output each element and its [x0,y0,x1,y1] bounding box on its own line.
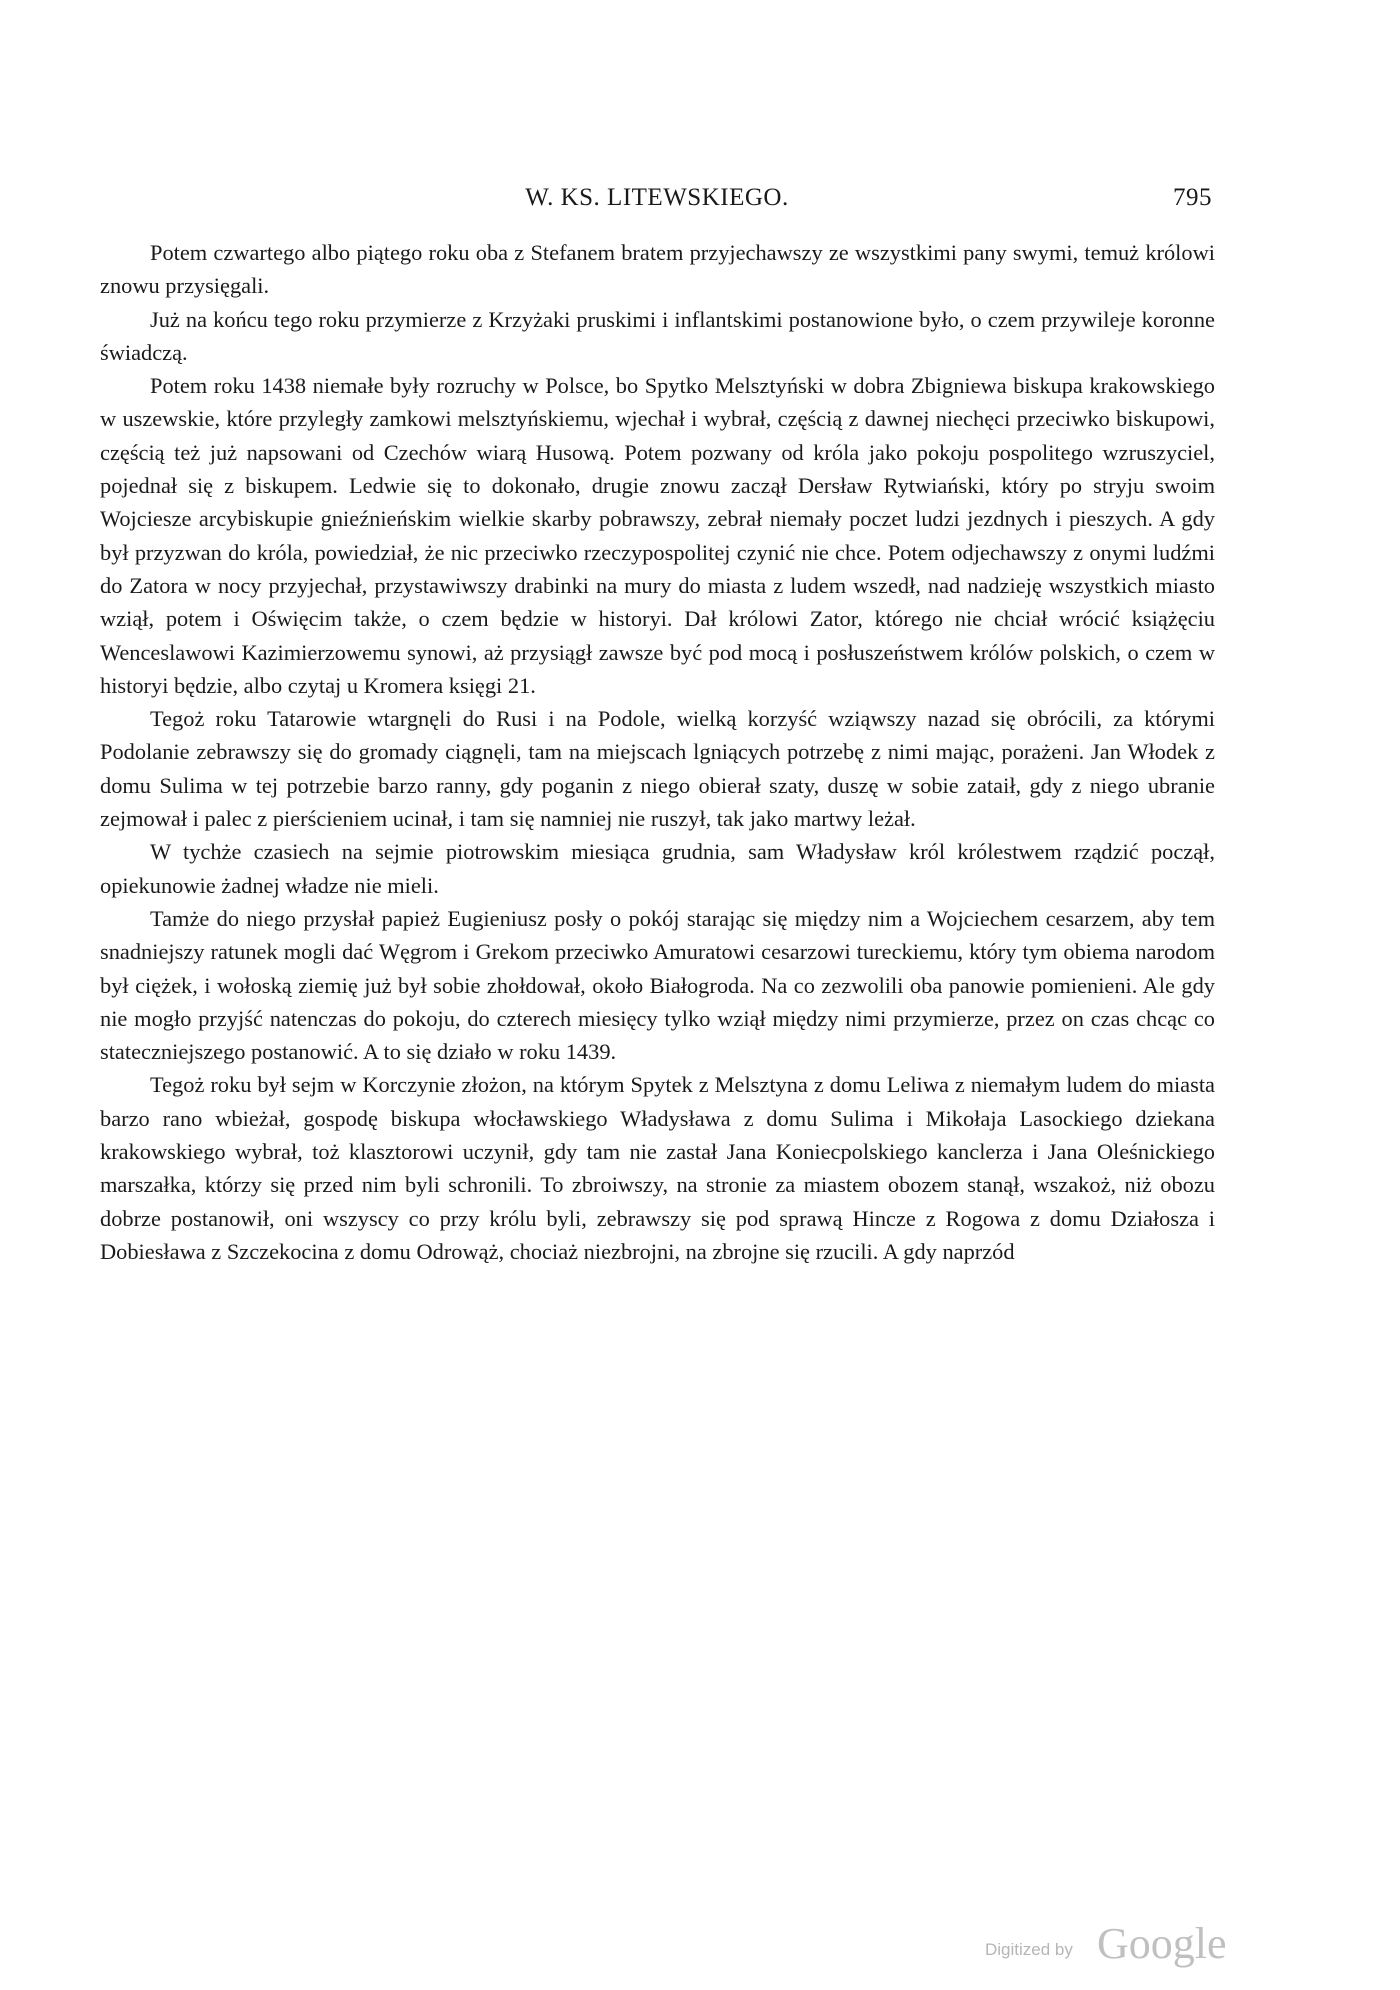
digitized-by-label: Digitized by [985,1940,1073,1959]
paragraph: Tamże do niego przysłał papież Eugieniusz posły o pokój starając się między nim a Wojciechem cesarzem, aby tem snadniejszy ratunek mogli dać Węgrom i Grekom przeciwko Amuratowi cesarzowi tureckiemu, który tym obiema narodom był ciężek, i wołoską ziemię już był sobie zhołdował, około Białogroda. Na co zezwolili oba panowie pomienieni. Ale gdy nie mogło przyjść natenczas do pokoju, do czterech miesięcy tylko wziął między nimi przymierze, przez on czas chcąc co stateczniejszego postanowić. A to się działo w roku 1439. [100,905,1215,1065]
paragraph: Potem czwartego albo piątego roku oba z Stefanem bratem przyjechawszy ze wszystkimi pany swymi, temuż królowi znowu przysięgali. [100,240,1215,299]
digitized-by-google-watermark [985,1918,1265,1978]
google-logo: Google [1097,1919,1227,1968]
paragraph: Tegoż roku był sejm w Korczynie złożon, na którym Spytek z Melsztyna z domu Leliwa z niemałym ludem do miasta barzo rano wbieżał, gospodę biskupa włocławskiego Władysława z domu Sulima i Mikołaja Lasockiego dziekana krakowskiego wybrał, toż klasztorowi uczynił, gdy tam nie zastał Jana Koniecpolskiego kanclerza i Jana Oleśnickiego marszałka, którzy się przed nim byli schronili. To zbroiwszy, na stronie za miastem obozem stanął, wszakoż, niż obozu dobrze postanowił, oni wszyscy co przy królu byli, zebrawszy się pod sprawą Hincze z Rogowa z domu Działosza i Dobiesława z Szczekocina z domu Odrowąż, chociaż niezbrojni, na zbrojne się rzucili. A gdy naprzód [100,1072,1215,1264]
running-header [102,184,1212,224]
main-text [100,236,1215,1268]
paragraph: Potem roku 1438 niemałe były rozruchy w Polsce, bo Spytko Melsztyński w dobra Zbigniewa biskupa krakowskiego w uszewskie, które przyległy zamkowi melsztyńskiemu, wjechał i wybrał, częścią z dawnej niechęci przeciwko biskupowi, częścią też już napsowani od Czechów wiarą Husową. Potem pozwany od króla jako pokoju pospolitego wzruszyciel, pojednał się z biskupem. Ledwie się to dokonało, drugie znowu zaczął Dersław Rytwiański, który po stryju swoim Wojciesze arcybiskupie gnieźnieńskim wielkie skarby pobrawszy, zebrał niemały poczet ludzi jezdnych i pieszych. A gdy był przyzwan do króla, powiedział, że nic przeciwko rzeczypospolitej czynić nie chce. Potem odjechawszy z onymi ludźmi do Zatora w nocy przyjechał, przystawiwszy drabinki na mury do miasta z ludem wszedł, nad nadzieję wszystkich miasto wziął, potem i Oświęcim także, o czem będzie w historyi. Dał królowi Zator, którego nie chciał wrócić książęciu Wenceslawowi Kazimierzowemu synowi, aż przysiągł zawsze być pod mocą i posłuszeństwem królów polskich, o czem w historyi będzie, albo czytaj u Kromera księgi 21. [100,373,1215,698]
page-number: 795 [1173,184,1212,211]
paragraph: W tychże czasiech na sejmie piotrowskim miesiąca grudnia, sam Władysław król królestwem rządzić począł, opiekunowie żadnej władze nie mieli. [100,839,1215,898]
running-title: W. KS. LITEWSKIEGO. [525,184,789,211]
paragraph: Już na końcu tego roku przymierze z Krzyżaki pruskimi i inflantskimi postanowione było, o czem przywileje koronne świadczą. [100,306,1215,365]
paragraph: Tegoż roku Tatarowie wtargnęli do Rusi i na Podole, wielką korzyść wziąwszy nazad się obrócili, za którymi Podolanie zebrawszy się do gromady ciągnęli, tam na miejscach lgniących potrzebę z nimi mając, porażeni. Jan Włodek z domu Sulima w tej potrzebie barzo ranny, gdy poganin z niego obierał szaty, duszę w sobie zataił, gdy z niego ubranie zejmował i palec z pierścieniem ucinał, i tam się namniej nie ruszył, tak jako martwy leżał. [100,706,1215,832]
